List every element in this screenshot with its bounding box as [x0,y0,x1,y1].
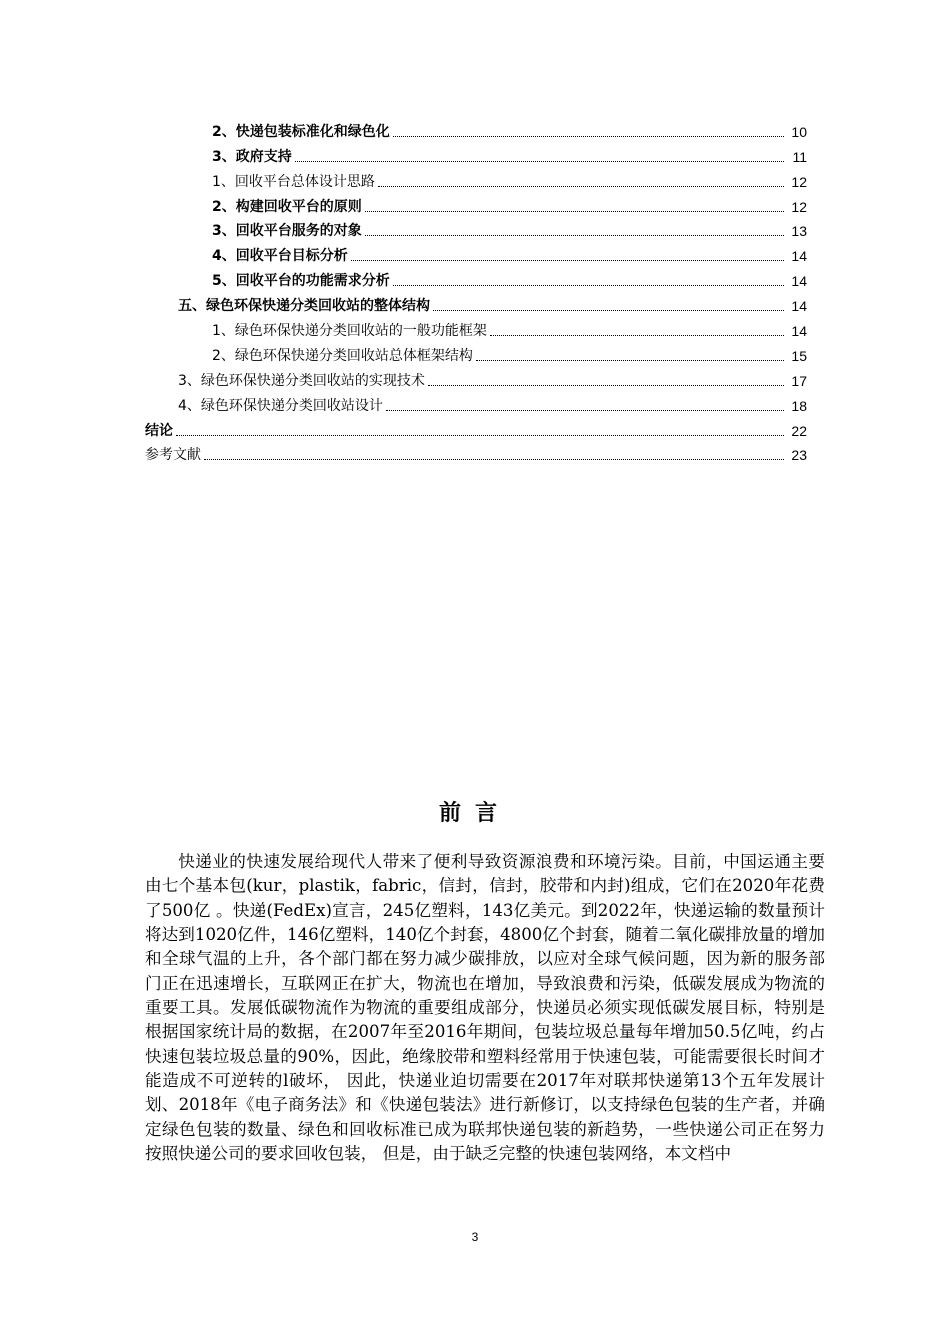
toc-entry[interactable] [145,440,807,465]
page-number: 3 [471,1230,479,1244]
toc-entry-page: 14 [791,323,807,340]
toc-entry-page: 12 [791,198,807,215]
toc-entry-label: 2、快递包装标准化和绿色化 [212,123,390,140]
toc-dot-leader [393,284,784,286]
toc-entry[interactable] [145,191,807,216]
toc-dot-leader [476,359,784,361]
toc-entry-page: 14 [791,273,807,290]
toc-dot-leader [365,210,784,212]
toc-dot-leader [490,334,784,336]
toc-entry[interactable] [145,116,807,141]
toc-dot-leader [204,458,784,460]
toc-dot-leader [176,434,784,436]
toc-entry-label: 参考文献 [145,447,201,464]
preface-title: 前言 [438,801,511,826]
toc-entry-label: 3、政府支持 [212,148,292,165]
toc-entry-page: 18 [791,397,807,414]
toc-entry-label: 2、构建回收平台的原则 [212,198,362,215]
toc-entry-label: 1、回收平台总体设计思路 [212,173,375,190]
toc-entry[interactable] [145,240,807,265]
toc-dot-leader [378,185,784,187]
toc-entry[interactable] [145,390,807,415]
toc-entry-page: 23 [791,447,807,464]
toc-dot-leader [433,309,784,311]
toc-dot-leader [428,384,784,386]
toc-entry-label: 4、回收平台目标分析 [212,248,348,265]
toc-entry-label: 结论 [145,422,173,439]
toc-entry-page: 12 [791,173,807,190]
toc-entry-page: 22 [791,422,807,439]
toc-entry-page: 13 [791,223,807,240]
toc-entry-page: 11 [792,148,807,165]
preface-body: 快递业的快速发展给现代人带来了便利导致资源浪费和环境污染。目前，中国运通主要由七个基本包(kur，plastik，fabric，信封，信封，胶带和内封)组成，它们在2020年花费了500亿 。快递(FedEx)宣言，245亿塑料，143亿美元。到2022年，快递运输的数量预计将达到1020亿件，146亿塑料，140亿个封套，4800亿个封套，随着二氧化碳排放量的增加和全球气温的上升，各个部门都在努力减少碳排放，以应对全球气候问题，因为新的服务部门正在迅速增长，互联网正在扩大，物流也在增加，导致浪费和污染，低碳发展成为物流的重要工具。发展低碳物流作为物流的重要组成部分，快递员必须实现低碳发展目标，特别是根据国家统计局的数据，在2007年至2016年期间，包装垃圾总量每年增加50.5亿吨，约占快速包装垃圾总量的90%，因此，绝缘胶带和塑料经常用于快速包装，可能需要很长时间才能造成不可逆转的l破坏， 因此，快递业迫切需要在2017年对联邦快递第13个五年发展计划、2018年《电子商务法》和《快递包装法》进行新修订，以支持绿色包装的生产者，并确定绿色包装的数量、绿色和回收标准已成为联邦快递包装的新趋势，一些快递公司正在努力按照快递公司的要求回收包装， 但是，由于缺乏完整的快速包装网络，本文档中 [145,852,825,1164]
toc-dot-leader [365,234,784,236]
toc-dot-leader [386,409,784,411]
toc-entry-label: 1、绿色环保快递分类回收站的一般功能框架 [212,323,487,340]
toc-entry-label: 3、回收平台服务的对象 [212,223,362,240]
toc-entry-page: 14 [791,248,807,265]
toc-entry[interactable] [145,315,807,340]
toc-entry[interactable] [145,141,807,166]
toc-entry-page: 17 [791,372,807,389]
toc-dot-leader [351,259,784,261]
toc-entry-page: 14 [791,298,807,315]
toc-entry-label: 五、绿色环保快递分类回收站的整体结构 [178,298,430,315]
toc-entry-label: 5、回收平台的功能需求分析 [212,273,390,290]
toc-dot-leader [393,135,784,137]
toc-entry[interactable] [145,166,807,191]
toc-entry[interactable] [145,415,807,440]
toc-entry[interactable] [145,265,807,290]
table-of-contents [145,116,807,464]
toc-entry[interactable] [145,365,807,390]
toc-dot-leader [295,160,784,162]
toc-entry[interactable] [145,290,807,315]
toc-entry-page: 15 [791,347,807,364]
toc-entry-label: 3、绿色环保快递分类回收站的实现技术 [178,372,425,389]
toc-entry-page: 10 [791,123,807,140]
toc-entry[interactable] [145,340,807,365]
toc-entry-label: 4、绿色环保快递分类回收站设计 [178,397,383,414]
toc-entry[interactable] [145,216,807,241]
toc-entry-label: 2、绿色环保快递分类回收站总体框架结构 [212,347,473,364]
